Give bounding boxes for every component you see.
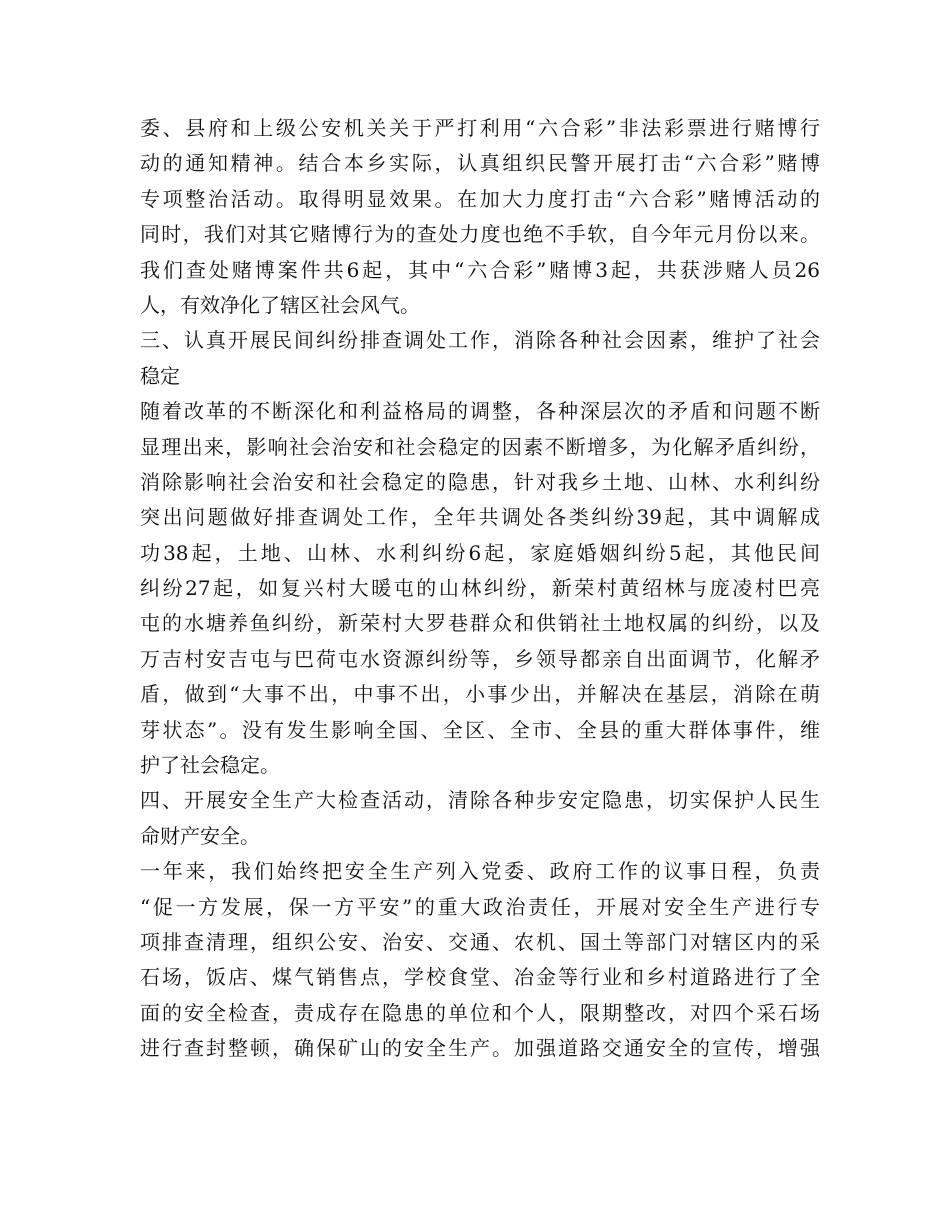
- text-line: 纠纷27起，如复兴村大暖屯的山林纠纷，新荣村黄绍林与庞凌村巴亮: [140, 576, 820, 601]
- text-line: 一年来，我们始终把安全生产列入党委、政府工作的议事日程，负责: [140, 859, 820, 884]
- text-line: 突出问题做好排查调处工作，全年共调处各类纠纷39起，其中调解成: [140, 505, 820, 530]
- text-line: 功38起，土地、山林、水利纠纷6起，家庭婚姻纠纷5起，其他民间: [140, 540, 820, 565]
- text-line: 我们查处赌博案件共6起，其中“六合彩”赌博3起，共获涉赌人员26: [140, 257, 820, 282]
- text-line: 稳定: [140, 363, 180, 388]
- text-line: 同时，我们对其它赌博行为的查处力度也绝不手软，自今年元月份以来。: [140, 222, 820, 247]
- text-line: 屯的水塘养鱼纠纷，新荣村大罗巷群众和供销社土地权属的纠纷，以及: [140, 611, 820, 636]
- text-line: 三、认真开展民间纠纷排查调处工作，消除各种社会因素，维护了社会: [140, 328, 820, 353]
- text-line: 人，有效净化了辖区社会风气。: [140, 292, 420, 317]
- text-line: “促一方发展，保一方平安”的重大政治责任，开展对安全生产进行专: [140, 894, 820, 919]
- text-line: 盾，做到“大事不出，中事不出，小事少出，并解决在基层，消除在萌: [140, 682, 820, 707]
- text-line: 护了社会稳定。: [140, 753, 280, 778]
- text-line: 动的通知精神。结合本乡实际，认真组织民警开展打击“六合彩”赌博: [140, 151, 820, 176]
- text-line: 面的安全检查，责成存在隐患的单位和个人，限期整改，对四个采石场: [140, 1000, 820, 1025]
- text-line: 万吉村安吉屯与巴荷屯水资源纠纷等，乡领导都亲自出面调节，化解矛: [140, 646, 820, 671]
- text-line: 芽状态”。没有发生影响全国、全区、全市、全县的重大群体事件，维: [140, 717, 820, 742]
- text-line: 石场，饭店、煤气销售点，学校食堂、冶金等行业和乡村道路进行了全: [140, 965, 820, 990]
- text-line: 项排查清理，组织公安、治安、交通、农机、国土等部门对辖区内的采: [140, 929, 820, 954]
- text-line: 消除影响社会治安和社会稳定的隐患，针对我乡土地、山林、水利纠纷: [140, 469, 820, 494]
- text-line: 随着改革的不断深化和利益格局的调整，各种深层次的矛盾和问题不断: [140, 399, 820, 424]
- document-body: [140, 111, 820, 1067]
- text-line: 四、开展安全生产大检查活动，清除各种步安定隐患，切实保护人民生: [140, 788, 820, 813]
- text-line: 显理出来，影响社会治安和社会稳定的因素不断增多，为化解矛盾纠纷，: [140, 434, 820, 459]
- text-line: 专项整治活动。取得明显效果。在加大力度打击“六合彩”赌博活动的: [140, 186, 820, 211]
- text-line: 命财产安全。: [140, 823, 260, 848]
- text-line: 委、县府和上级公安机关关于严打利用“六合彩”非法彩票进行赌博行: [140, 116, 820, 140]
- text-line: 进行查封整顿，确保矿山的安全生产。加强道路交通安全的宣传，增强: [140, 1036, 820, 1061]
